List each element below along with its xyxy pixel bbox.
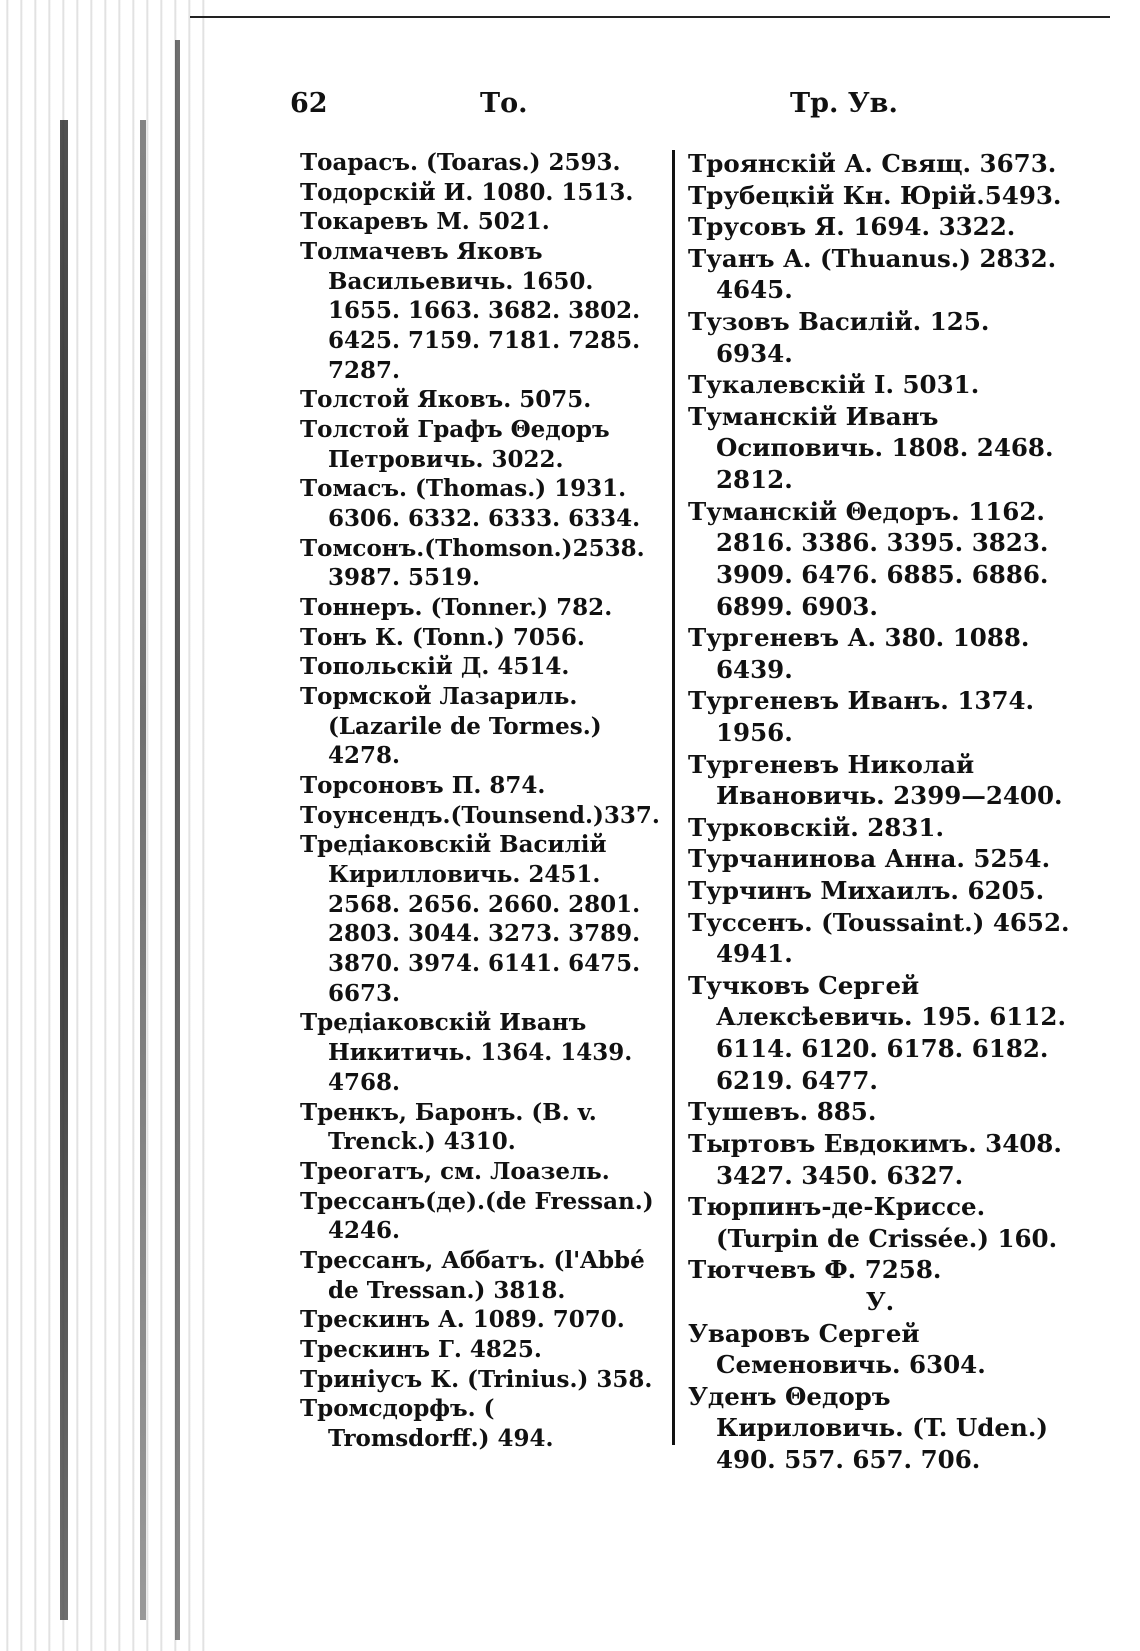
index-entry: Трессанъ(де).(de Fressan.) 4246.	[300, 1187, 654, 1245]
right-guide-word: Тр. Ув.	[790, 88, 898, 119]
index-entry: Тормской Лазариль. (Lazarile de Tormes.) 4278.	[300, 683, 602, 770]
spine-shadow	[140, 120, 146, 1620]
index-entry: Туанъ А. (Thuanus.) 2832. 4645.	[688, 243, 1057, 305]
index-entry: Толмачевъ Яковъ Васильевичь. 1650. 1655. 1663. 3682. 3802. 6425. 7159. 7181. 7285. 7287.	[300, 238, 641, 384]
index-entry: Толстой Графъ Θедоръ Петровичь. 3022.	[300, 416, 610, 473]
index-entry: Триніусъ К. (Trinius.) 358.	[300, 1365, 653, 1393]
index-entry: Топольскій Д. 4514.	[300, 653, 570, 681]
index-entry: Тургеневъ А. 380. 1088. 6439.	[688, 623, 1030, 684]
index-entry: Тургеневъ Иванъ. 1374. 1956.	[688, 686, 1035, 747]
index-entry: Троянскій А. Свящ. 3673.	[688, 149, 1057, 178]
index-entry: Тыртовъ Евдокимъ. 3408. 3427. 3450. 6327.	[688, 1128, 1062, 1190]
index-entry: Тюрпинъ-де-Криссе. (Turpin de Crissée.) 160.	[688, 1192, 1058, 1253]
index-entry: Тушевъ. 885.	[688, 1097, 877, 1127]
index-entry: Тренкъ, Баронъ. (B. v. Trenck.) 4310.	[300, 1098, 597, 1156]
index-entry: Туманскій Θедоръ. 1162. 2816. 3386. 3395. 3823. 3909. 6476. 6885. 6886. 6899. 6903.	[688, 496, 1049, 621]
index-entry: Тодорскій И. 1080. 1513.	[300, 178, 634, 206]
running-header	[290, 88, 1060, 128]
index-entry: Тургеневъ Николай Ивановичь. 2399—2400.	[688, 749, 1063, 811]
index-entry: Туссенъ. (Toussaint.) 4652. 4941.	[688, 907, 1070, 969]
index-entry: Тютчевъ Ф. 7258.	[688, 1255, 942, 1285]
spine-shadow	[60, 120, 68, 1620]
index-entry: Треогатъ, см. Лоазель.	[300, 1157, 610, 1185]
index-entry: Тоунсендъ.(Tounsend.)337.	[300, 801, 660, 829]
index-entry: Турковскій. 2831.	[688, 812, 944, 842]
right-column	[688, 148, 1072, 1476]
index-entry: Трескинъ А. 1089. 7070.	[300, 1306, 625, 1334]
index-entry: Толстой Яковъ. 5075.	[300, 386, 592, 414]
index-entry: Тонъ К. (Tonn.) 7056.	[300, 623, 585, 651]
left-column	[300, 148, 662, 1454]
spine-shadow	[175, 40, 180, 1640]
index-entry: Тузовъ Василій. 125. 6934.	[688, 307, 990, 368]
index-entry: Тоннеръ. (Tonner.) 782.	[300, 594, 613, 622]
index-entry: Трубецкій Кн. Юрій.5493.	[688, 180, 1062, 210]
index-entry: Торсоновъ П. 874.	[300, 772, 546, 800]
index-entry: Тредіаковскій Василій Кирилловичь. 2451. 2568. 2656. 2660. 2801. 2803. 3044. 3273. 3789. 3870. 3974. 6141. 6475. 6673.	[300, 831, 641, 1007]
index-entry: Тромсдорфъ. ( Tromsdorff.) 494.	[300, 1395, 554, 1452]
index-entry: Туманскій Иванъ Осиповичь. 1808. 2468. 2812.	[688, 401, 1054, 495]
index-entry: Турчинъ Михаилъ. 6205.	[688, 876, 1045, 906]
index-entry: Томасъ. (Thomas.) 1931. 6306. 6332. 6333. 6334.	[300, 475, 641, 533]
index-entry: Трусовъ Я. 1694. 3322.	[688, 212, 1016, 242]
index-entry: Томсонъ.(Thomson.)2538. 3987. 5519.	[300, 534, 645, 592]
index-entry: Трессанъ, Аббатъ. (l'Abbé de Tressan.) 3818.	[300, 1246, 645, 1304]
column-divider	[672, 150, 675, 1445]
index-entry: Уваровъ Сергей Семеновичь. 6304.	[688, 1318, 986, 1380]
index-entry: Турчанинова Анна. 5254.	[688, 844, 1051, 874]
index-entry: Тукалевскій І. 5031.	[688, 370, 980, 400]
index-entry: Тредіаковскій Иванъ Никитичь. 1364. 1439. 4768.	[300, 1009, 633, 1096]
index-entry: Уденъ Θедоръ Кириловичь. (T. Uden.) 490. 557. 657. 706.	[688, 1381, 1048, 1474]
top-rule	[190, 16, 1110, 18]
index-entry: Тоарасъ. (Toaras.) 2593.	[300, 149, 621, 176]
left-guide-word: То.	[480, 88, 528, 119]
section-letter-heading: У.	[865, 1286, 895, 1316]
index-entry: Тучковъ Сергей Алексѣевичь. 195. 6112. 6114. 6120. 6178. 6182. 6219. 6477.	[688, 970, 1066, 1095]
page-number: 62	[290, 88, 328, 119]
index-entry: Токаревъ М. 5021.	[300, 208, 550, 236]
index-entry: Трескинъ Г. 4825.	[300, 1335, 542, 1363]
